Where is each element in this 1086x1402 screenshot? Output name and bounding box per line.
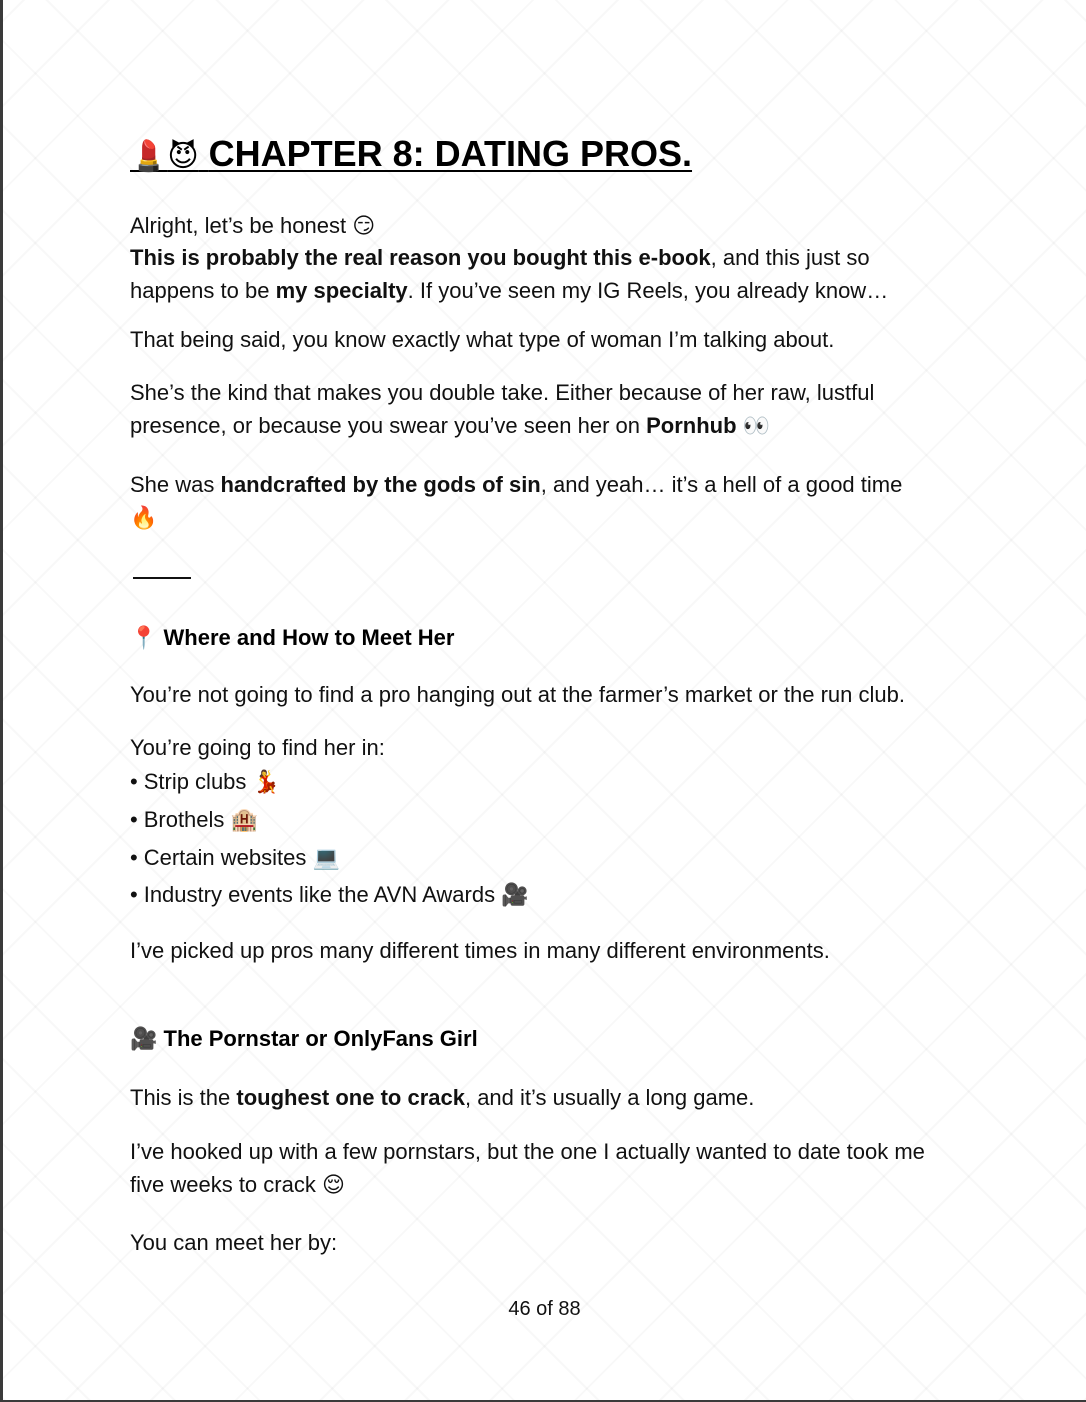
bullet: •: [130, 807, 138, 832]
list-item: [130, 878, 529, 912]
fire-icon: 🔥: [130, 506, 158, 531]
eyes-icon: 👀: [742, 414, 771, 439]
relieved-face-icon: 😌: [321, 1173, 345, 1198]
pin-icon: 📍: [130, 626, 158, 651]
smirk-icon: 😏: [352, 214, 376, 239]
hotel-icon: 🏨: [230, 808, 258, 833]
intro-paragraph-2: That being said, you know exactly what type of woman I’m talking about.: [130, 327, 835, 352]
bullet: •: [130, 882, 138, 907]
video-camera-icon: 🎥: [501, 883, 529, 908]
section2-p1-text-2: , and it’s usually a long game.: [464, 1085, 755, 1110]
list-item: [130, 765, 280, 799]
section1-paragraph-1: You’re not going to find a pro hanging out at the farmer’s market or the run club.: [130, 682, 905, 707]
list-item-label: Brothels: [143, 807, 225, 832]
intro-p4-text-2: , and yeah… it’s a hell of a good time: [540, 472, 903, 497]
list-item: [130, 803, 258, 837]
section2-p1-text-1: This is the: [130, 1085, 237, 1110]
list-item-label: Certain websites: [143, 845, 307, 870]
section-heading-where-how: [130, 621, 454, 655]
intro-bold-2: my specialty: [275, 278, 408, 303]
section2-p1-bold: toughest one to crack: [236, 1085, 465, 1110]
page-number: 46 of 88: [508, 1298, 581, 1320]
intro-p4-bold: handcrafted by the gods of sin: [220, 472, 541, 497]
bullet: •: [130, 845, 138, 870]
section2-paragraph-2: [130, 1135, 950, 1202]
bullet: •: [130, 769, 138, 794]
intro-paragraph-3: [130, 376, 930, 443]
section-heading-text: The Pornstar or OnlyFans Girl: [163, 1026, 478, 1051]
intro-paragraph-4: [130, 468, 960, 535]
section-heading-pornstar: [130, 1022, 478, 1056]
chapter-title-text: CHAPTER 8: DATING PROS.: [208, 133, 693, 174]
section2-p2-text: I’ve hooked up with a few pornstars, but the one I actually wanted to date took me five weeks to crack: [130, 1139, 925, 1197]
section2-paragraph-1: [130, 1081, 754, 1114]
list-item-label: Industry events like the AVN Awards: [143, 882, 496, 907]
lipstick-icon: 💄: [130, 139, 168, 174]
intro-line: [130, 209, 375, 243]
laptop-icon: 💻: [312, 846, 340, 871]
intro-text-2: . If you’ve seen my IG Reels, you already know…: [407, 278, 889, 303]
intro-p3-bold: Pornhub: [646, 413, 737, 438]
dancer-icon: 💃: [252, 770, 280, 795]
intro-text-1: , and this just so happens to be: [130, 245, 870, 303]
list-item-label: Strip clubs: [143, 769, 247, 794]
intro-line-text: Alright, let’s be honest: [130, 213, 347, 238]
chapter-title: [130, 132, 692, 179]
intro-p4-text-1: She was: [130, 472, 221, 497]
list-intro: You’re going to find her in:: [130, 735, 385, 760]
document-page: [3, 0, 1086, 1400]
list-item: [130, 841, 340, 875]
section2-paragraph-3: You can meet her by:: [130, 1230, 338, 1255]
section-divider: [133, 577, 191, 579]
intro-bold-1: This is probably the real reason you bought this e-book: [130, 245, 711, 270]
intro-paragraph-1: [130, 241, 930, 307]
devil-face-icon: 😈: [167, 139, 199, 174]
section1-paragraph-2: I’ve picked up pros many different times in many different environments.: [130, 938, 830, 963]
intro-p3-text: She’s the kind that makes you double take. Either because of her raw, lustful presence, or because you swear you’ve seen her on: [130, 380, 875, 438]
video-camera-icon: 🎥: [130, 1027, 158, 1052]
section-heading-text: Where and How to Meet Her: [163, 625, 455, 650]
